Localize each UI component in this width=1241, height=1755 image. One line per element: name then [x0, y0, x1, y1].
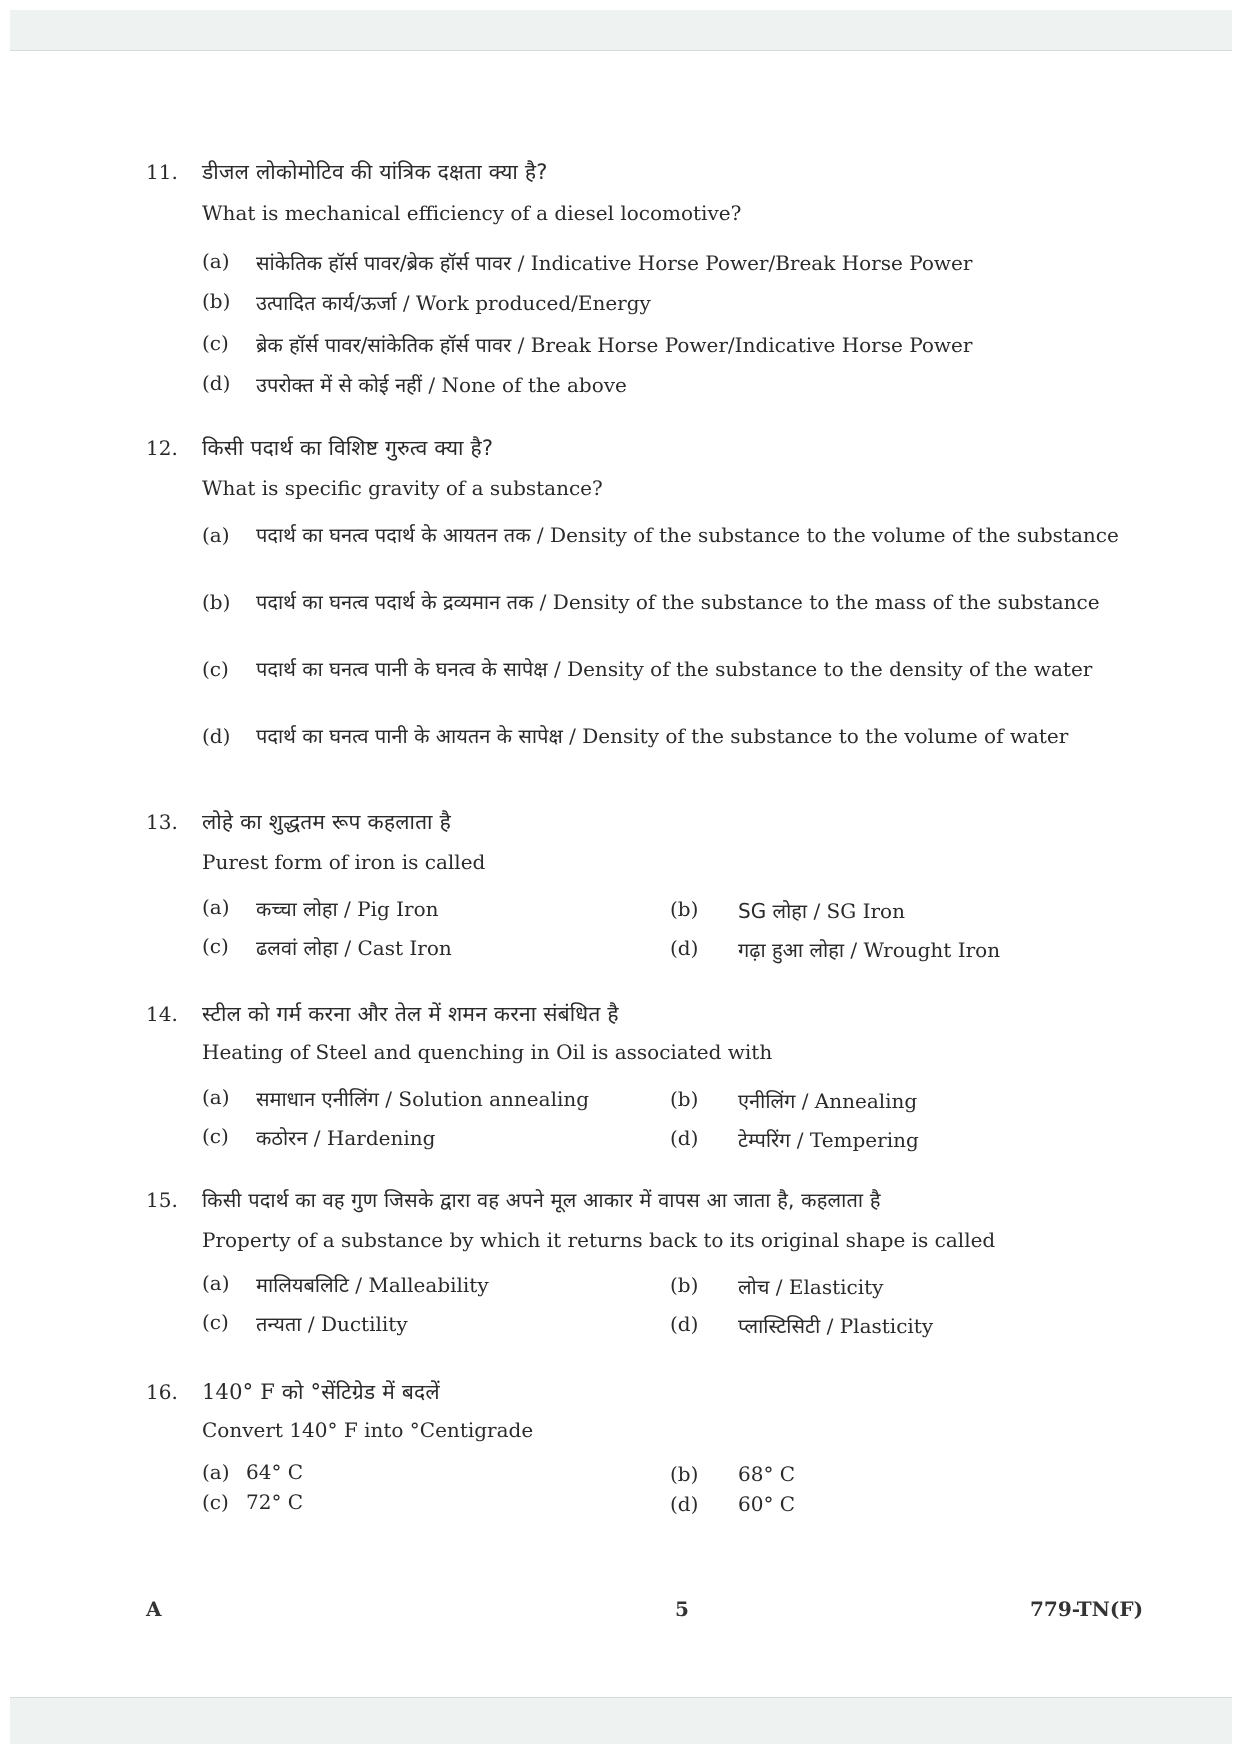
option-text: पदार्थ का घनत्व पदार्थ के आयतन तक / Density of the substance to the volume of the substance — [256, 523, 1119, 547]
option-label: (b) — [670, 1087, 699, 1111]
question-number: 14. — [146, 1002, 178, 1026]
option-text: लोच / Elasticity — [738, 1275, 884, 1299]
option-text: ढलवां लोहा / Cast Iron — [256, 936, 452, 960]
option-label: (c) — [202, 1124, 229, 1148]
scan-margin-top — [10, 10, 1232, 51]
question-text-english: Convert 140° F into °Centigrade — [202, 1418, 534, 1442]
option-label: (d) — [202, 371, 231, 395]
option-label: (b) — [202, 289, 231, 313]
question-number: 13. — [146, 810, 178, 834]
option-text: उपरोक्त में से कोई नहीं / None of the above — [256, 373, 627, 397]
option-label: (c) — [202, 1490, 229, 1514]
paper-code: 779-TN(F) — [1030, 1597, 1144, 1621]
question-text-hindi: किसी पदार्थ का वह गुण जिसके द्वारा वह अपने मूल आकार में वापस आ जाता है, कहलाता है — [202, 1188, 881, 1212]
option-text: समाधान एनीलिंग / Solution annealing — [256, 1087, 590, 1111]
option-text: कठोरन / Hardening — [256, 1126, 436, 1150]
question-number: 16. — [146, 1380, 178, 1404]
option-label: (b) — [670, 1462, 699, 1486]
question-number: 15. — [146, 1188, 178, 1212]
question-text-hindi: स्टील को गर्म करना और तेल में शमन करना संबंधित है — [202, 1002, 619, 1026]
option-label: (d) — [670, 936, 699, 960]
option-text: गढ़ा हुआ लोहा / Wrought Iron — [738, 938, 1001, 962]
question-text-english: What is mechanical efficiency of a diesel locomotive? — [202, 201, 742, 225]
option-label: (a) — [202, 249, 230, 273]
option-label: (b) — [202, 590, 231, 614]
question-number: 12. — [146, 436, 178, 460]
option-label: (d) — [670, 1312, 699, 1336]
page-number: 5 — [675, 1597, 689, 1621]
option-label: (b) — [670, 1273, 699, 1297]
option-text: प्लास्टिसिटी / Plasticity — [738, 1314, 934, 1338]
option-label: (d) — [670, 1492, 699, 1516]
option-label: (a) — [202, 1460, 230, 1484]
question-number: 11. — [146, 160, 178, 184]
option-text: 60° C — [738, 1492, 796, 1516]
option-label: (a) — [202, 1085, 230, 1109]
option-text: कच्चा लोहा / Pig Iron — [256, 897, 439, 921]
option-text: उत्पादित कार्य/ऊर्जा / Work produced/Energy — [256, 291, 651, 315]
option-text: तन्यता / Ductility — [256, 1312, 408, 1336]
question-text-english: Property of a substance by which it returns back to its original shape is called — [202, 1228, 996, 1252]
option-text: सांकेतिक हॉर्स पावर/ब्रेक हॉर्स पावर / Indicative Horse Power/Break Horse Power — [256, 251, 973, 275]
option-text: 68° C — [738, 1462, 796, 1486]
option-label: (a) — [202, 1271, 230, 1295]
option-text: ब्रेक हॉर्स पावर/सांकेतिक हॉर्स पावर / Break Horse Power/Indicative Horse Power — [256, 333, 973, 357]
question-text-hindi: डीजल लोकोमोटिव की यांत्रिक दक्षता क्या है? — [202, 160, 548, 184]
option-text: पदार्थ का घनत्व पानी के घनत्व के सापेक्ष / Density of the substance to the density of the water — [256, 657, 1093, 681]
option-text: पदार्थ का घनत्व पानी के आयतन के सापेक्ष / Density of the substance to the volume of water — [256, 724, 1069, 748]
option-label: (c) — [202, 331, 229, 355]
option-text: 64° C — [246, 1460, 304, 1484]
question-text-hindi: लोहे का शुद्धतम रूप कहलाता है — [202, 810, 451, 834]
option-label: (c) — [202, 657, 229, 681]
question-text-english: Purest form of iron is called — [202, 850, 486, 874]
option-text: SG लोहा / SG Iron — [738, 899, 905, 923]
option-label: (d) — [202, 724, 231, 748]
option-label: (c) — [202, 934, 229, 958]
question-text-hindi: 140° F को °सेंटिग्रेड में बदलें — [202, 1380, 440, 1404]
option-text: पदार्थ का घनत्व पदार्थ के द्रव्यमान तक / Density of the substance to the mass of the substance — [256, 590, 1100, 614]
option-text: 72° C — [246, 1490, 304, 1514]
option-label: (d) — [670, 1126, 699, 1150]
option-text: एनीलिंग / Annealing — [738, 1089, 918, 1113]
scan-margin-bottom — [10, 1697, 1232, 1744]
question-text-english: Heating of Steel and quenching in Oil is associated with — [202, 1040, 773, 1064]
question-text-english: What is specific gravity of a substance? — [202, 476, 603, 500]
question-text-hindi: किसी पदार्थ का विशिष्ट गुरुत्व क्या है? — [202, 436, 494, 460]
option-text: मालियबलिटि / Malleability — [256, 1273, 489, 1297]
option-label: (a) — [202, 523, 230, 547]
option-text: टेम्परिंग / Tempering — [738, 1128, 919, 1152]
option-label: (b) — [670, 897, 699, 921]
option-label: (a) — [202, 895, 230, 919]
series-letter: A — [146, 1597, 162, 1621]
option-label: (c) — [202, 1310, 229, 1334]
